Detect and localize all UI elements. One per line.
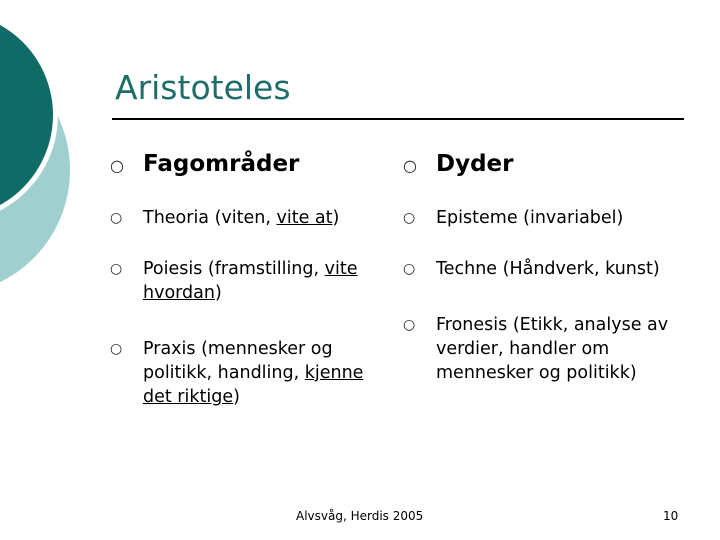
slide-title: Aristoteles xyxy=(115,68,291,107)
list-item xyxy=(403,257,693,281)
right-heading xyxy=(403,150,693,178)
bullet-icon: ○ xyxy=(110,341,123,357)
list-item xyxy=(403,313,693,385)
bullet-icon: ○ xyxy=(403,317,416,333)
item-text: Theoria (viten, xyxy=(143,208,277,228)
item-text: Techne (Håndverk, kunst) xyxy=(436,259,660,279)
footer-author: Alvsvåg, Herdis 2005 xyxy=(296,509,424,523)
item-text-end: ) xyxy=(214,283,222,303)
bullet-icon: ○ xyxy=(403,261,416,277)
item-text: Praxis (mennesker og politikk, handling, xyxy=(143,339,333,383)
item-text-end: ) xyxy=(332,208,340,228)
bullet-icon: ○ xyxy=(110,156,124,175)
underlined-text: vite hvordan xyxy=(143,259,358,303)
item-text: Episteme (invariabel) xyxy=(436,208,624,228)
title-divider xyxy=(112,118,684,120)
underlined-text: vite at xyxy=(276,208,333,228)
item-text: Fronesis (Etikk, analyse av verdier, handler om mennesker og politikk) xyxy=(436,315,669,383)
list-item xyxy=(110,206,380,230)
list-item xyxy=(110,257,380,305)
bullet-icon: ○ xyxy=(110,210,123,226)
underlined-text: kjenne det riktige xyxy=(143,363,364,407)
heading-text: Fagområder xyxy=(143,151,300,177)
item-text: Poiesis (framstilling, xyxy=(143,259,325,279)
decorative-circles xyxy=(0,0,80,300)
list-item xyxy=(403,206,693,230)
bullet-icon: ○ xyxy=(403,156,417,175)
left-heading xyxy=(110,150,380,178)
bullet-icon: ○ xyxy=(403,210,416,226)
page-number: 10 xyxy=(663,509,679,523)
heading-text: Dyder xyxy=(436,151,514,177)
item-text-end: ) xyxy=(233,387,240,407)
right-column xyxy=(403,150,693,385)
left-column xyxy=(110,150,380,409)
bullet-icon: ○ xyxy=(110,261,123,277)
list-item xyxy=(110,337,380,409)
